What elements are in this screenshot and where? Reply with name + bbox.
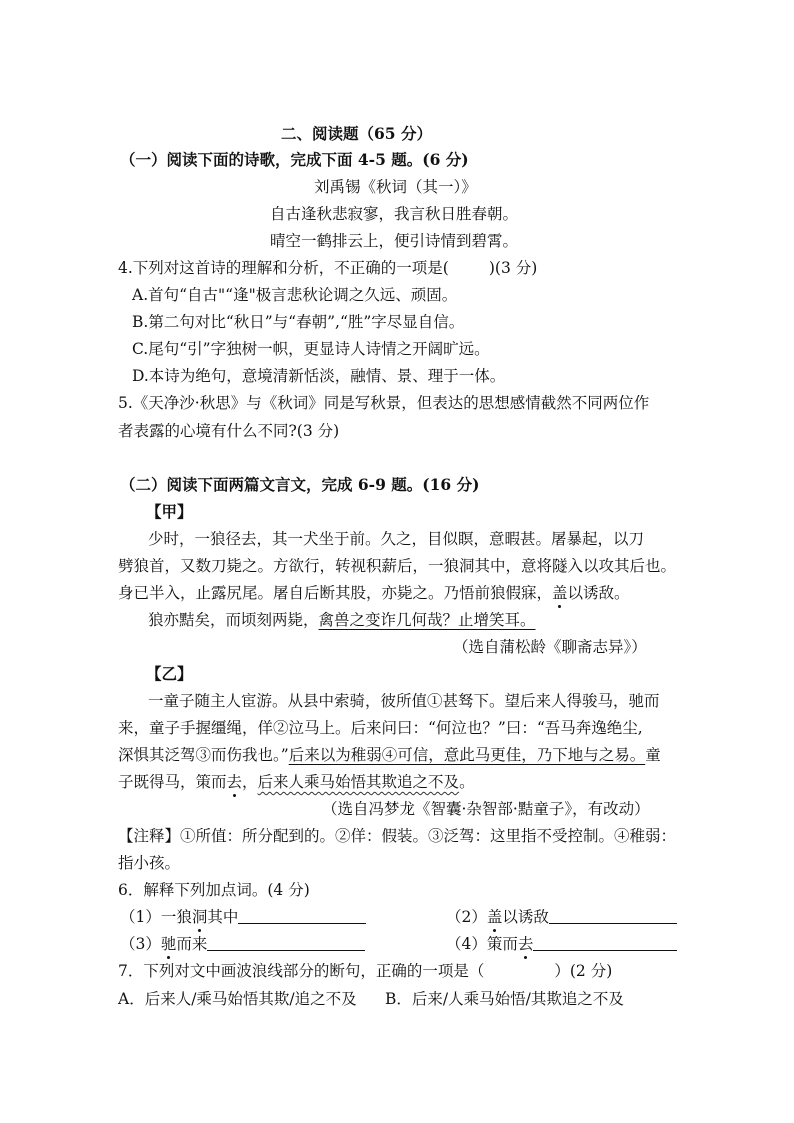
q6-item2-suffix: 以诱敌 [502,908,549,926]
yi-line-3 [118,744,661,766]
q4-option-d: D.本诗为绝句，意境清新恬淡，融情、景、理于一体。 [132,367,506,385]
yi-line-2: 来，童子手握缰绳，佯②泣马上。后来问曰：“何泣也？”曰：“吾马奔逸绝尘, [118,719,643,737]
answer-blank-1[interactable] [238,907,366,924]
answer-blank-4[interactable] [533,934,677,951]
yi-line4-period: 。 [459,773,475,791]
q7-points: ）(2 分) [554,962,613,980]
question-5-line-2: 者表露的心境有什么不同?(3 分) [118,422,340,440]
q6-item1-prefix: （1）一狼 [120,908,192,926]
underlined-sentence-jia: 禽兽之变诈几何哉？止增笑耳。 [318,611,536,629]
poem-line-2: 晴空一鹤排云上，便引诗情到碧霄。 [270,232,519,250]
q6-item1-suffix: 其中 [207,908,239,926]
answer-blank-3[interactable] [207,934,365,951]
question-4-stem [118,257,537,279]
q6-item3-prefix: （3） [120,935,161,953]
jia-para1-line1: 少时，一狼径去，其一犬坐于前。久之，目似瞑，意暇甚。屠暴起，以刀 [148,530,645,548]
text-jia-label: 【甲】 [146,502,193,521]
q4-option-b: B.第二句对比“秋日”与“春朝”,“胜”字尽显自信。 [132,313,465,331]
jia-para1-line3 [118,582,630,604]
jia-para1-line2: 劈狼首，又数刀毙之。方欲行，转视积薪后，一狼洞其中，意将隧入以攻其后也。 [118,557,677,575]
jia-source: （选自蒲松龄《聊斋志异》） [453,638,647,656]
q6-item2-prefix: （2） [446,908,487,926]
q6-item-4 [446,933,677,955]
yi-line-1: 一童子随主人宦游。从县中索骑，彼所值①甚驽下。望后来人得骏马，驰而 [148,692,660,710]
q4-option-a: A.首句“自古"“逢"极言悲秋论调之久远、顽固。 [132,286,458,304]
dotted-word-chi: 驰 [160,935,177,953]
q6-item-1 [120,906,366,928]
q4-option-c: C.尾句“引”字独树一帜，更显诗人诗情之开阔旷远。 [132,340,490,358]
q6-item3-suffix: 而来 [176,935,208,953]
question-5-line-1: 5.《天净沙·秋思》与《秋词》同是写秋景，但表达的思想感情截然不同两位作 [118,394,650,412]
question-6-stem: 6．解释下列加点词。(4 分) [118,881,310,899]
yi-line4-comma: ， [242,773,258,791]
q6-item-3 [120,933,365,955]
q4-points: )(3 分) [488,259,538,277]
yi-line3-end: 童 [645,746,661,764]
text-yi-label: 【乙】 [146,664,193,683]
poem-title: 刘禹锡《秋词（其一）》 [314,178,477,196]
q7-option-b: B．后来/人乘马始悟/其欺追之不及 [385,990,624,1008]
part2-heading: （二）阅读下面两篇文言文，完成 6-9 题。(16 分) [120,475,480,494]
underlined-sentence-yi: 后来以为稚弱④可信，意此马更佳，乃下地与之易。 [288,746,646,764]
part1-heading: （一）阅读下面的诗歌，完成下面 4-5 题。(6 分) [120,150,469,169]
q6-item-2 [446,906,677,928]
yi-line-4 [118,771,475,793]
question-7-stem [118,960,612,982]
wavy-underlined-sentence: 后来人乘马始悟其欺追之不及 [257,773,460,791]
dotted-word-gai-q6: 盖 [486,908,503,926]
q7-stem-text: 7．下列对文中画波浪线部分的断句，正确的一项是（ [118,962,485,980]
poem-line-1: 自古逢秋悲寂寥，我言秋日胜春朝。 [270,205,519,223]
jia-line3-text: 身已半入，止露尻尾。屠自后断其股，亦毙之。乃悟前狼假寐， [118,584,553,602]
dotted-word-qu-q6: 去 [517,935,534,953]
q6-item4-prefix: （4）策而 [446,935,518,953]
jia-para2-text: 狼亦黠矣，而顷刻两毙， [148,611,319,629]
dotted-word-qu: 去 [226,773,243,791]
answer-blank-2[interactable] [549,907,677,924]
dotted-word-gai: 盖 [552,584,568,602]
q7-option-a: A．后来人/乘马始悟其欺/追之不及 [118,990,357,1008]
jia-para2 [148,609,536,631]
yi-line3-text: 深惧其泛驾③而伤我也。” [118,746,289,764]
notes-line-2: 指小孩。 [118,854,181,872]
section-title: 二、阅读题（65 分） [281,124,432,143]
q4-stem-text: 4.下列对这首诗的理解和分析，不正确的一项是( [118,259,449,277]
notes-line-1: 【注释】①所值：所分配到的。②佯：假装。③泛驾：这里指不受控制。④稚弱： [118,827,677,845]
dotted-word-dong: 洞 [191,908,208,926]
yi-source: （选自冯梦龙《智囊·杂智部·黠童子》，有改动） [322,800,650,818]
yi-line4-text: 子既得马，策而 [118,773,227,791]
jia-line3-end: 以诱敌。 [567,584,630,602]
